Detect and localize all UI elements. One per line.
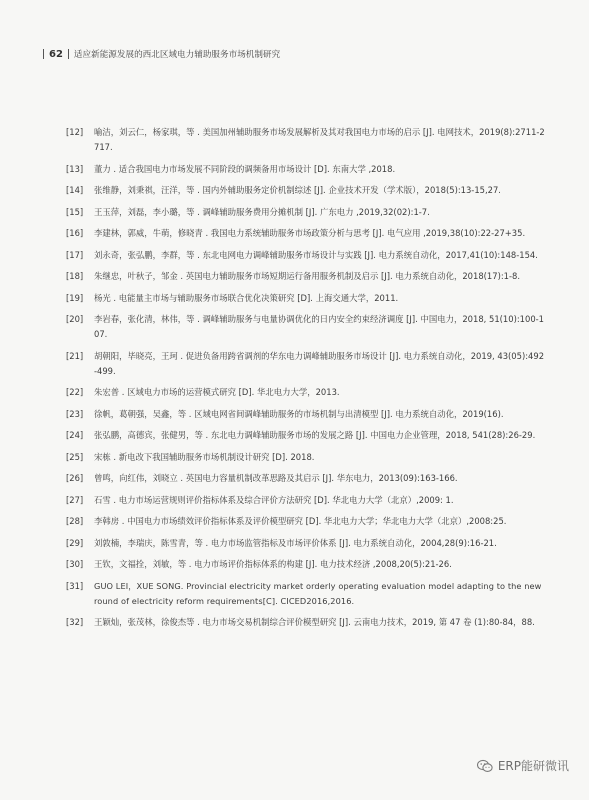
page-header: [38, 48, 280, 60]
reference-item: [66, 291, 546, 306]
reference-item: [66, 557, 546, 572]
reference-item: [66, 407, 546, 422]
reference-item: [66, 385, 546, 400]
reference-text: 胡朝阳，毕晓亮，王珂 . 促进负备用跨省调剂的华东电力调峰辅助服务市场设计 [J]. 电力系统自动化，2019, 43(05):492-499.: [94, 350, 545, 376]
reference-text: 喻洁，刘云仁，杨家琪，等 . 美国加州辅助服务市场发展解析及其对我国电力市场的启示 [J]. 电网技术，2019(8):2711-2717.: [94, 127, 545, 152]
reference-number: [30]: [66, 559, 84, 569]
reference-number: [13]: [66, 163, 84, 174]
reference-text: 朱继忠，叶秋子，邹金 . 英国电力辅助服务市场短期运行备用服务机制及启示 [J]. 电力系统自动化，2018(17):1-8.: [94, 271, 521, 281]
reference-number: [24]: [66, 430, 84, 440]
watermark: [477, 757, 569, 774]
reference-number: [20]: [66, 314, 84, 324]
reference-number: [29]: [66, 537, 84, 548]
reference-list: [66, 125, 546, 637]
reference-text: 宋栋 . 新电改下我国辅助服务市场机制设计研究 [D]. 2018.: [94, 451, 315, 462]
reference-number: [28]: [66, 516, 84, 526]
reference-item: [66, 450, 546, 465]
reference-number: [15]: [66, 206, 84, 217]
reference-number: [22]: [66, 387, 84, 397]
reference-item: [66, 579, 546, 609]
reference-text: 李韩房 . 中国电力市场绩效评价指标体系及评价模型研究 [D]. 华北电力大学；华北电力大学（北京）,2008:25.: [94, 516, 507, 526]
header-divider: [68, 49, 69, 59]
reference-text: 王颖灿，张茂林，徐俊杰等 . 电力市场交易机制综合评价模型研究 [J]. 云南电力技术，2019, 第 47 卷 (1):80-84，88.: [94, 617, 535, 627]
reference-text: 徐帆，葛朝强，吴鑫，等 . 区域电网省间调峰辅助服务的市场机制与出清模型 [J]. 电力系统自动化，2019(16).: [94, 408, 504, 419]
reference-number: [26]: [66, 473, 84, 483]
page-number: 62: [49, 48, 63, 60]
reference-item: [66, 183, 546, 198]
reference-item: [66, 205, 546, 220]
reference-text: 刘敦楠，李瑞庆，陈雪青，等 . 电力市场监管指标及市场评价体系 [J]. 电力系统自动化，2004,28(9):16-21.: [94, 537, 497, 548]
reference-number: [21]: [66, 350, 84, 361]
reference-number: [27]: [66, 494, 84, 505]
reference-text: GUO LEI，XUE SONG. Provincial electricity market orderly operating evaluation model adapting to the new round of electricity reform requirements[C]. CICED2016,2016.: [94, 580, 542, 606]
reference-text: 王钦，文福拴，刘敏，等 . 电力市场评价指标体系的构建 [J]. 电力技术经济 ,2008,20(5):21-26.: [94, 559, 452, 569]
reference-number: [32]: [66, 617, 84, 627]
reference-item: [66, 269, 546, 284]
reference-item: [66, 471, 546, 486]
reference-text: 石雪 . 电力市场运营规则评价指标体系及综合评价方法研究 [D]. 华北电力大学（北京）,2009: 1.: [94, 494, 454, 505]
reference-text: 董力 . 适合我国电力市场发展不同阶段的调频备用市场设计 [D]. 东南大学 ,2018.: [94, 163, 396, 174]
reference-number: [18]: [66, 271, 84, 281]
reference-number: [23]: [66, 408, 84, 419]
reference-item: [66, 514, 546, 529]
reference-text: 曾鸣，向红伟，刘晓立 . 英国电力容量机制改革思路及其启示 [J]. 华东电力，2013(09):163-166.: [94, 473, 458, 483]
reference-item: [66, 493, 546, 508]
reference-number: [31]: [66, 580, 84, 591]
reference-number: [25]: [66, 451, 84, 462]
header-divider: [43, 49, 44, 59]
reference-text: 杨光 . 电能量主市场与辅助服务市场联合优化决策研究 [D]. 上海交通大学，2011.: [94, 292, 399, 303]
reference-number: [14]: [66, 185, 84, 195]
running-title: 适应新能源发展的西北区域电力辅助服务市场机制研究: [73, 50, 281, 60]
reference-item: [66, 615, 546, 630]
reference-text: 张维静，刘秉祺，汪洋，等 . 国内外辅助服务定价机制综述 [J]. 企业技术开发（学术版），2018(5):13-15,27.: [94, 185, 501, 195]
reference-number: [12]: [66, 127, 84, 137]
reference-number: [19]: [66, 292, 84, 303]
wechat-icon: [477, 759, 493, 773]
reference-item: [66, 428, 546, 443]
reference-item: [66, 125, 546, 155]
reference-item: [66, 226, 546, 241]
reference-item: [66, 312, 546, 342]
reference-text: 张弘鹏，高德宾，张健男，等 . 东北电力调峰辅助服务市场的发展之路 [J]. 中国电力企业管理，2018, 541(28):26-29.: [94, 430, 536, 440]
reference-item: [66, 248, 546, 263]
reference-text: 朱宏普 . 区域电力市场的运营模式研究 [D]. 华北电力大学，2013.: [94, 387, 340, 397]
reference-item: [66, 536, 546, 551]
reference-item: [66, 349, 546, 379]
reference-text: 李岩春，张化清，林伟，等 . 调峰辅助服务与电量协调优化的日内安全约束经济调度 [J]. 中国电力，2018, 51(10):100-107.: [94, 314, 544, 339]
watermark-text: ERP能研微讯: [497, 759, 569, 773]
reference-text: 王玉萍，刘磊，李小璐，等 . 调峰辅助服务费用分摊机制 [J]. 广东电力 ,2019,32(02):1-7.: [94, 206, 430, 217]
reference-number: [17]: [66, 249, 84, 260]
reference-item: [66, 162, 546, 177]
reference-number: [16]: [66, 228, 84, 238]
reference-text: 刘永奇，张弘鹏，李群，等 . 东北电网电力调峰辅助服务市场设计与实践 [J]. 电力系统自动化，2017,41(10):148-154.: [94, 249, 538, 260]
reference-text: 李建林，郭威，牛萌，修晓青 . 我国电力系统辅助服务市场政策分析与思考 [J]. 电气应用 ,2019,38(10):22-27+35.: [94, 228, 526, 238]
